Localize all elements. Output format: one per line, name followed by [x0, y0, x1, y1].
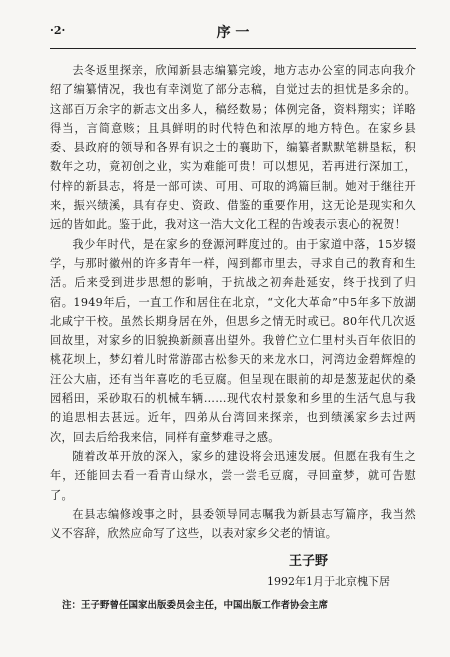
paragraph: 去冬返里探亲，欣闻新县志编纂完竣，地方志办公室的同志向我介绍了编纂情况，我也有幸浏览了部分志稿，自觉过去的担忧是多余的。这部百万余字的新志文出多人，稿经数易；体例完备，资料翔实；详略得当，言简意赅；且具鲜明的时代特色和浓厚的地方特色。在家乡县委、县政府的领导和各界有识之士的襄助下，编纂者默默笔耕垦耘，积数年之功，竟初创之业，实为难能可贵！可以想见，若再进行深加工，付梓的新县志，将是一部可读、可用、可取的鸿篇巨制。她对于继往开来，振兴绩溪，具有存史、资政、借鉴的重要作用，这无论是现实和久远的皆如此。鉴于此，我对这一浩大文化工程的告竣表示衷心的祝贺！ — [50, 64, 416, 232]
paragraph: 在县志编修竣事之时，县委领导同志嘱我为新县志写篇序，我当然义不容辞，欣然应命写了这些，以表对家乡父老的情谊。 — [50, 507, 416, 541]
page-number: ·2· — [50, 24, 66, 37]
signature-date: 1992年1月于北京槐下居 — [267, 575, 390, 589]
page-body — [50, 22, 416, 591]
paragraph: 随着改革开放的深入，家乡的建设将会迅速发展。但愿在我有生之年，还能回去看一看青山绿水，尝一尝毛豆腐，寻回童梦，就可告慰了。 — [50, 449, 416, 502]
footnote: 注：王子野曾任国家出版委员会主任，中国出版工作者协会主席 — [62, 600, 329, 611]
preface-text — [50, 61, 416, 543]
page-header — [50, 22, 416, 46]
author-name: 王子野 — [288, 554, 328, 570]
header-rule — [50, 48, 416, 49]
signature-block — [50, 551, 416, 591]
paragraph: 我少年时代，是在家乡的登源河畔度过的。由于家道中落，15岁辍学，与那时徽州的许多青年一样，闯到都市里去，寻求自己的教育和生活。后来受到进步思想的影响，于抗战之初奔赴延安，终于找到了归宿。1949年后，一直工作和居住在北京，“文化大革命”中5年多下放湖北咸宁干校。虽然长期身居在外，但思乡之情无时或已。80年代几次返回故里，对家乡的旧貌换新颜喜出望外。我曾伫立仁里村头百年依旧的桃花坝上，梦幻着儿时常游邵古松参天的来龙水口，河湾边金碧辉煌的汪公大庙，还有当年喜吃的毛豆腐。但呈现在眼前的却是葱茏起伏的桑园稻田，采砂取石的机械车辆……现代农村景象和乡里的生活气息与我的追思相去甚远。近年，四弟从台湾回来探亲，也到绩溪家乡去过两次，回去后给我来信，同样有童梦难寻之感。 — [50, 237, 416, 444]
running-head: 序 一 — [216, 25, 250, 41]
